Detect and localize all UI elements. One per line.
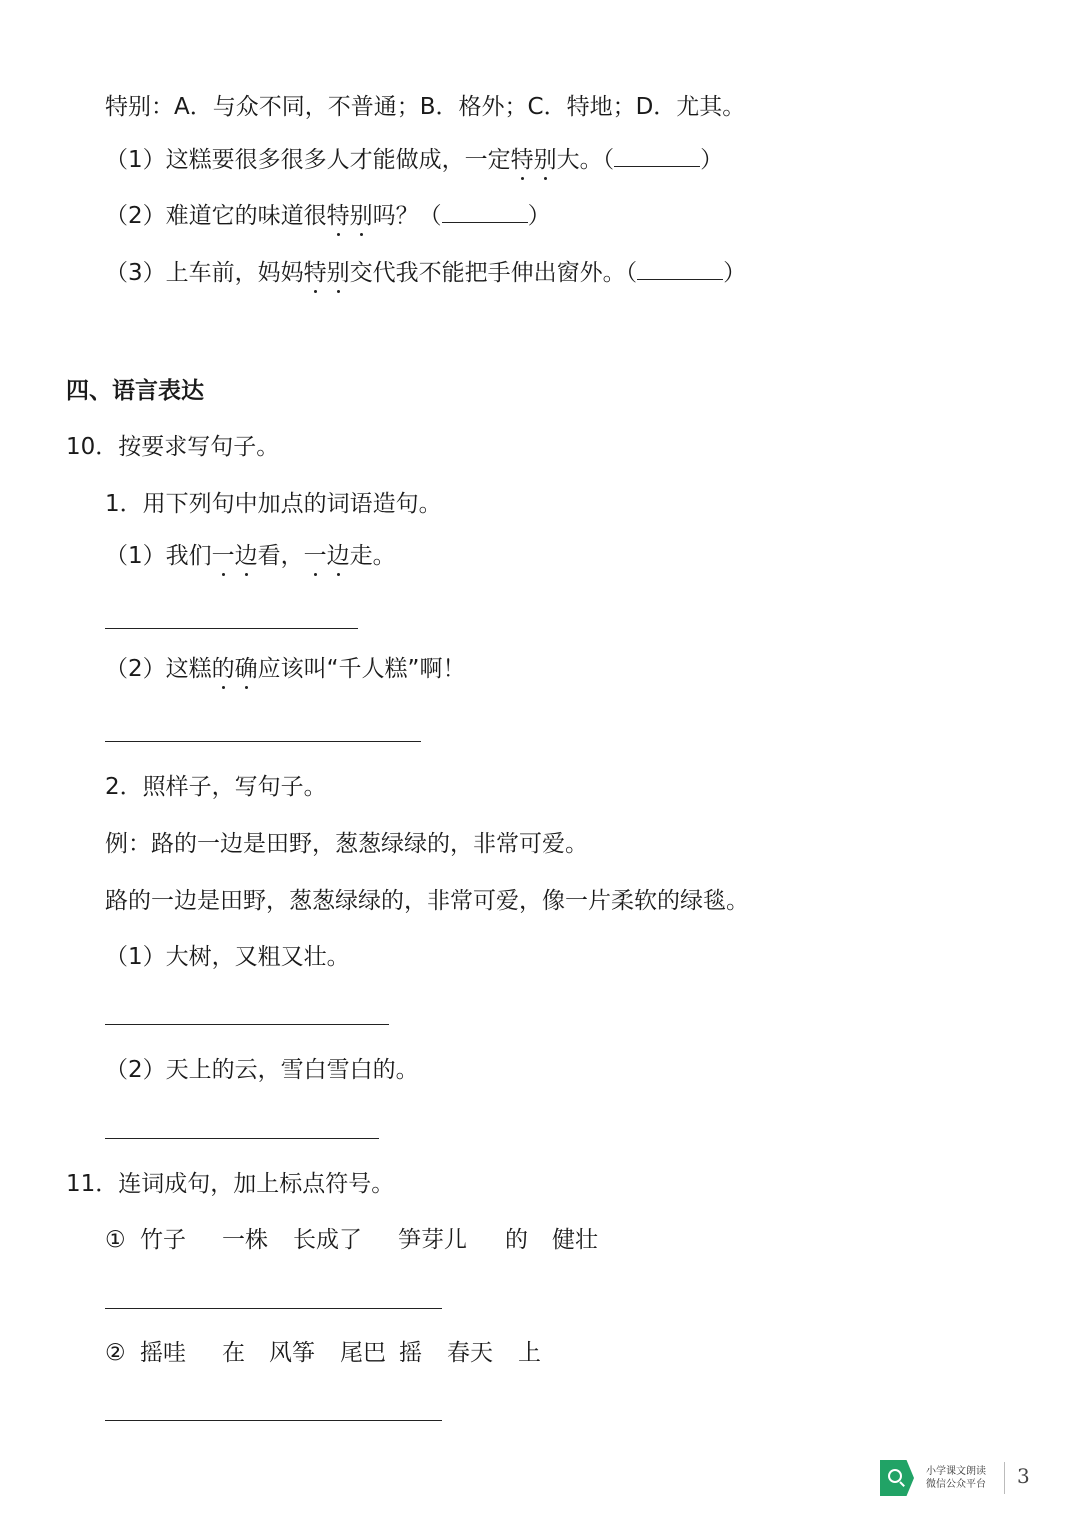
q11-title: 11．连词成句，加上标点符号。 [66,1171,395,1197]
answer-blank[interactable] [637,259,723,280]
q10-part2-title: 2．照样子，写句子。 [105,774,327,800]
answer-line[interactable] [105,1308,442,1309]
answer-line[interactable] [105,1138,379,1139]
divider [1004,1462,1005,1494]
q9-sentence-3: （3）上车前，妈妈特别交代我不能把手伸出窗外。（ ） [105,260,747,286]
q9-sentence-2: （2）难道它的味道很特别吗？（ ） [105,203,551,229]
page-number: 3 [1017,1464,1030,1488]
q10-part1-title: 1．用下列句中加点的词语造句。 [105,491,442,517]
q9-definition: 特别：A．与众不同，不普通；B．格外；C．特地；D．尤其。 [105,94,746,120]
answer-blank[interactable] [614,146,700,167]
brand-name: 小学课文朗读 [926,1466,986,1477]
q10-part2-example-answer: 路的一边是田野，葱葱绿绿的，非常可爱，像一片柔软的绿毯。 [105,888,749,914]
answer-line[interactable] [105,741,421,742]
section-heading: 四、语言表达 [66,378,204,404]
q10-part2-example: 例：路的一边是田野，葱葱绿绿的，非常可爱。 [105,831,588,857]
q10-part1-sentence-1: （1）我们一边看，一边走。 [105,543,396,569]
q11-item-1: ① 竹子 一株 长成了 笋芽儿 的 健壮 [105,1227,598,1253]
q10-part2-sentence-1: （1）大树，又粗又壮。 [105,944,350,970]
answer-line[interactable] [105,1024,389,1025]
brand-subtitle: 微信公众平台 [926,1479,986,1490]
answer-blank[interactable] [442,202,528,223]
answer-line[interactable] [105,628,358,629]
q10-part2-sentence-2: （2）天上的云，雪白雪白的。 [105,1057,419,1083]
q10-title: 10．按要求写句子。 [66,434,280,460]
q9-sentence-1: （1）这糕要很多很多人才能做成，一定特别大。（ ） [105,147,724,173]
answer-line[interactable] [105,1420,442,1421]
footer-brand [880,1460,1040,1498]
q10-part1-sentence-2: （2）这糕的确应该叫“千人糕”啊！ [105,656,466,682]
search-icon [888,1469,902,1483]
brand-logo [880,1460,914,1496]
q11-item-2: ② 摇哇 在 风筝 尾巴 摇 春天 上 [105,1340,541,1366]
